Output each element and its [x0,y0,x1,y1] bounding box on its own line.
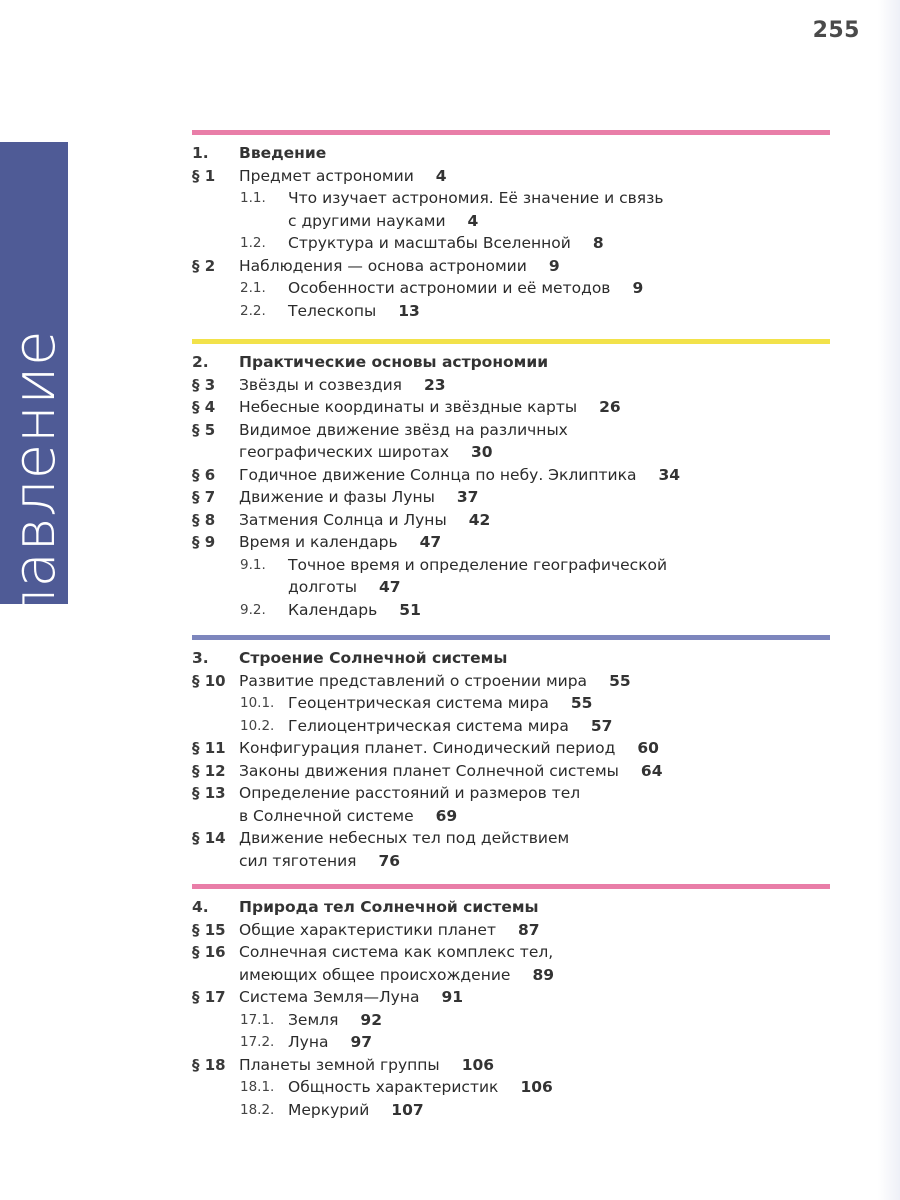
entry-text: Конфигурация планет. Синодический период [239,739,616,757]
entry-title [288,300,420,323]
subsection-number: 17.1. [240,1011,275,1028]
toc-entry [192,374,830,397]
entry-text: Точное время и определение географической [288,555,668,574]
subsection-number: 18.2. [240,1101,275,1118]
page-ref: 57 [590,716,613,735]
entry-title [239,374,446,397]
toc-entry [192,300,830,323]
page-ref: 23 [424,375,446,394]
entry-title [239,805,457,828]
chapter-title: Введение [239,144,327,162]
entry-title [288,187,664,210]
entry-text: Гелиоцентрическая система мира [288,716,569,735]
page-ref: 107 [391,1100,424,1119]
entry-title [288,576,401,599]
section-number: § 4 [192,398,216,416]
toc-entry [192,464,830,487]
entry-title [288,692,592,715]
subsection-number: 2.2. [240,302,266,319]
page-ref: 9 [548,256,560,275]
entry-title [288,232,604,255]
entry-title [239,964,554,987]
entry-title [288,715,612,738]
entry-title [239,486,478,509]
entry-text: Предмет астрономии [239,166,414,185]
toc-entry [192,986,830,1009]
section-number: § 7 [192,488,216,506]
entry-text: Определение расстояний и размеров тел [239,784,581,802]
entry-text: Луна [288,1033,329,1051]
entry-text: Движение и фазы Луны [239,488,435,506]
entry-text: Небесные координаты и звёздные карты [239,398,578,416]
toc-entry [192,1076,830,1099]
page-ref: 26 [599,398,621,416]
toc-entry [192,715,830,738]
toc-entry [192,760,830,783]
toc-entry [192,941,830,964]
toc-entry [192,670,830,693]
entry-title [239,919,540,942]
section-number: § 16 [192,943,226,961]
entry-text: Наблюдения — основа астрономии [239,256,527,275]
subsection-number: 10.1. [240,695,275,711]
page-ref: 64 [640,761,663,780]
entry-text: Развитие представлений о строении мира [239,671,588,690]
page-ref: 76 [378,851,401,870]
entry-title [239,827,569,850]
chapter-divider [192,884,830,889]
subsection-number: 17.2. [240,1034,275,1050]
chapter-heading [192,142,830,165]
entry-text: Законы движения планет Солнечной системы [239,761,619,780]
toc-entry [192,531,830,554]
subsection-number: 1.1. [240,190,266,206]
toc-entry [192,827,830,850]
page-ref: 47 [419,533,442,551]
entry-title [288,1009,382,1032]
section-number: § 8 [192,510,216,529]
toc-entry [192,255,830,278]
toc-entry [192,599,830,622]
toc-entry [192,805,830,828]
toc-entry [192,277,830,300]
entry-text: Что изучает астрономия. Её значение и связь [288,189,664,207]
toc-entry [192,576,830,599]
toc-entry [192,486,830,509]
subsection-number: 2.1. [240,280,266,296]
page-ref: 47 [379,578,401,596]
entry-title [239,737,659,760]
toc-entry [192,165,830,188]
side-tab [0,142,68,701]
side-title: Оглавление [0,329,68,701]
section-number: § 15 [192,920,226,939]
chapter-3 [192,635,830,872]
section-number: § 9 [192,533,216,551]
entry-text: сил тяготения [239,851,357,870]
toc-entry [192,692,830,715]
entry-text: Годичное движение Солнца по небу. Эклиптика [239,465,637,484]
entry-text: Система Земля—Луна [239,988,420,1006]
entry-text: в Солнечной системе [239,806,414,825]
chapter-2 [192,339,830,621]
chapter-heading [192,351,830,374]
page-edge-shadow [878,0,900,1200]
page-ref: 69 [435,806,458,825]
chapter-number: 3. [192,649,209,667]
entry-title [239,509,490,532]
entry-title [239,464,680,487]
section-number: § 10 [192,671,226,690]
toc-entry [192,1099,830,1122]
entry-text: с другими науками [288,211,446,230]
entry-title [239,396,621,419]
page-ref: 8 [592,234,604,252]
section-number: § 2 [192,256,216,275]
toc-entry [192,1009,830,1032]
entry-title [239,986,463,1009]
entry-text: имеющих общее происхождение [239,965,511,984]
entry-title [239,850,400,873]
chapter-4 [192,884,830,1121]
page-ref: 89 [532,965,555,984]
page-ref: 37 [456,488,479,506]
chapter-1 [192,130,830,322]
entry-title [288,210,478,233]
toc-entry [192,554,830,577]
chapter-divider [192,635,830,640]
page-ref: 92 [360,1010,382,1029]
subsection-number: 9.1. [240,556,266,573]
entry-text: Календарь [288,600,378,619]
page-ref: 106 [461,1055,495,1074]
chapter-divider [192,339,830,344]
entry-text: Структура и масштабы Вселенной [288,234,571,252]
entry-title [239,941,553,964]
entry-title [239,1054,494,1077]
chapter-title: Практические основы астрономии [239,353,549,371]
subsection-number: 18.1. [240,1079,275,1095]
toc-entry [192,232,830,255]
toc-entry [192,210,830,233]
page-ref: 97 [350,1033,373,1051]
toc-entry [192,964,830,987]
entry-text: Особенности астрономии и её методов [288,279,611,297]
toc-entry [192,441,830,464]
section-number: § 18 [192,1055,226,1074]
section-number: § 3 [192,375,216,394]
chapter-heading [192,896,830,919]
chapter-number: 4. [192,898,209,916]
entry-title [288,277,643,300]
entry-title [288,554,667,577]
entry-text: Планеты земной группы [239,1055,440,1074]
entry-text: Видимое движение звёзд на различных [239,420,568,439]
toc-entry [192,509,830,532]
page-ref: 106 [520,1078,553,1096]
section-number: § 13 [192,784,226,802]
entry-text: Геоцентрическая система мира [288,694,549,712]
chapter-number: 1. [192,144,209,162]
section-number: § 5 [192,420,216,439]
section-number: § 14 [192,829,226,847]
chapter-number: 2. [192,353,209,371]
toc-entry [192,850,830,873]
page-number: 255 [812,18,860,43]
toc-entry [192,187,830,210]
section-number: § 11 [192,739,226,757]
entry-title [288,1031,372,1054]
subsection-number: 10.2. [240,717,275,734]
entry-text: Меркурий [288,1100,370,1119]
page-ref: 4 [435,166,447,185]
entry-text: Общие характеристики планет [239,920,496,939]
entry-text: Затмения Солнца и Луны [239,510,447,529]
toc-entry [192,419,830,442]
section-number: § 1 [192,166,216,185]
entry-text: Время и календарь [239,533,398,551]
chapter-title: Строение Солнечной системы [239,649,508,667]
entry-title [239,441,493,464]
toc-entry [192,737,830,760]
toc-entry [192,919,830,942]
page-ref: 9 [632,279,644,297]
entry-text: Земля [288,1010,339,1029]
entry-title [288,1099,424,1122]
page-ref: 51 [399,600,421,619]
chapter-divider [192,130,830,135]
entry-text: Солнечная система как комплекс тел, [239,943,554,961]
page-ref: 42 [468,510,491,529]
subsection-number: 1.2. [240,235,266,251]
section-number: § 12 [192,761,226,780]
page-ref: 55 [609,671,631,690]
entry-text: Общность характеристик [288,1078,499,1096]
entry-text: Телескопы [288,301,377,320]
entry-title [239,531,441,554]
entry-title [288,599,421,622]
page-ref: 91 [441,988,464,1006]
entry-title [239,782,580,805]
entry-text: Звёзды и созвездия [239,375,403,394]
entry-title [239,255,560,278]
page-ref: 55 [570,694,593,712]
page-ref: 4 [467,211,479,230]
toc-entry [192,1054,830,1077]
entry-title [239,419,568,442]
page-ref: 87 [517,920,540,939]
toc-entry [192,782,830,805]
page-ref: 13 [398,301,420,320]
page-ref: 60 [637,739,659,757]
entry-title [288,1076,553,1099]
entry-title [239,670,631,693]
page-ref: 34 [658,465,681,484]
toc-entry [192,1031,830,1054]
section-number: § 6 [192,465,216,484]
entry-text: Движение небесных тел под действием [239,829,570,847]
page-ref: 30 [471,443,493,461]
entry-text: географических широтах [239,443,449,461]
entry-text: долготы [288,578,358,596]
chapter-heading [192,647,830,670]
chapter-title: Природа тел Солнечной системы [239,898,539,916]
entry-title [239,165,447,188]
section-number: § 17 [192,988,226,1006]
toc-entry [192,396,830,419]
entry-title [239,760,662,783]
subsection-number: 9.2. [240,601,266,618]
